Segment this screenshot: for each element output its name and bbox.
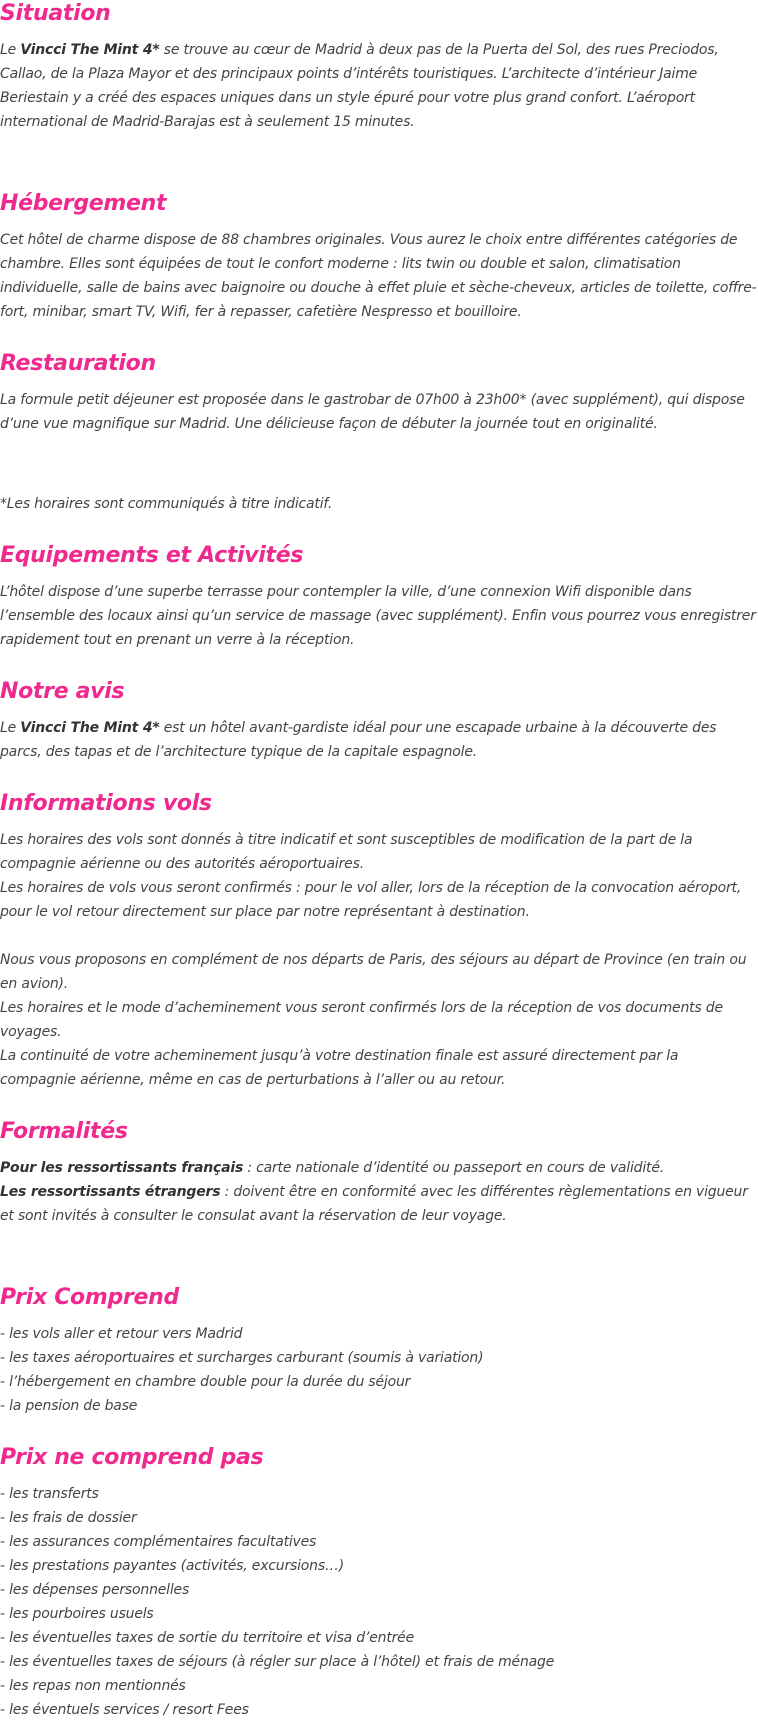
section-equipements: [0, 542, 758, 652]
section-title-prix-comprend: Prix Comprend: [0, 1285, 179, 1310]
formalites-etrangers: [0, 1180, 758, 1228]
section-title-vols: Informations vols: [0, 791, 212, 816]
list-item: - les dépenses personnelles: [0, 1578, 758, 1602]
list-item: - les éventuels services / resort Fees: [0, 1698, 758, 1722]
hebergement-text: Cet hôtel de charme dispose de 88 chambres originales. Vous aurez le choix entre différentes catégories de chambre. Elles sont équipées de tout le confort moderne : lits twin ou double et salon, climatisation individuelle, salle de bains avec baignoire ou douche à effet pluie et sèche-cheveux, articles de toilette, coffre-fort, minibar, smart TV, Wifi, fer à repasser, cafetière Nespresso et bouilloire.: [0, 232, 757, 320]
section-avis: [0, 678, 758, 764]
spacer: [0, 516, 758, 542]
spacer: [0, 134, 758, 190]
formalites-etrangers-label: Les ressortissants étrangers: [0, 1184, 221, 1200]
section-restauration: [0, 350, 758, 516]
list-item: - les vols aller et retour vers Madrid: [0, 1322, 758, 1346]
prix-ne-comprend-pas-list: [0, 1482, 758, 1722]
section-title-hebergement: Hébergement: [0, 191, 167, 216]
restauration-text: La formule petit déjeuner est proposée dans le gastrobar de 07h00 à 23h00* (avec supplément), qui dispose d’une vue magnifique sur Madrid. Une délicieuse façon de débuter la journée tout en originalité.: [0, 392, 745, 432]
formalites-francais-text: : carte nationale d’identité ou passeport en cours de validité.: [243, 1160, 665, 1176]
section-title-restauration: Restauration: [0, 351, 156, 376]
section-title-avis: Notre avis: [0, 679, 125, 704]
spacer: [0, 436, 758, 492]
restauration-note: *Les horaires sont communiqués à titre indicatif.: [0, 496, 333, 512]
avis-text: [0, 716, 758, 764]
section-vols: [0, 790, 758, 1092]
vols-line-1: Les horaires des vols sont donnés à titre indicatif et sont susceptibles de modification de la part de la compagnie aérienne ou des autorités aéroportuaires.: [0, 832, 693, 872]
avis-text-start: Le: [0, 720, 21, 736]
vols-line-5: La continuité de votre acheminement jusqu’à votre destination finale est assuré directement par la compagnie aérienne, même en cas de perturbations à l’aller ou au retour.: [0, 1048, 679, 1088]
list-item: - l’hébergement en chambre double pour la durée du séjour: [0, 1370, 758, 1394]
situation-text-rest: se trouve au cœur de Madrid à deux pas de la Puerta del Sol, des rues Preciodos, Callao, de la Plaza Mayor et des principaux points d’intérêts touristiques. L’architecte d’intérieur Jaime Beriestain y a créé des espaces uniques dans un style épuré pour votre plus grand confort. L’aéroport international de Madrid-Barajas est à seulement 15 minutes.: [0, 42, 719, 130]
equipements-text: L’hôtel dispose d’une superbe terrasse pour contempler la ville, d’une connexion Wifi disponible dans l’ensemble des locaux ainsi qu’un service de massage (avec supplément). Enfin vous pourrez vous enregistrer rapidement tout en prenant un verre à la réception.: [0, 584, 756, 648]
spacer: [0, 1228, 758, 1284]
formalites-francais: [0, 1156, 758, 1180]
section-formalites: [0, 1118, 758, 1228]
list-item: - les repas non mentionnés: [0, 1674, 758, 1698]
spacer: [0, 324, 758, 350]
list-item: - la pension de base: [0, 1394, 758, 1418]
spacer: [0, 1092, 758, 1118]
avis-text-rest: est un hôtel avant-gardiste idéal pour une escapade urbaine à la découverte des parcs, des tapas et de l’architecture typique de la capitale espagnole.: [0, 720, 717, 760]
spacer: [0, 764, 758, 790]
list-item: - les assurances complémentaires facultatives: [0, 1530, 758, 1554]
spacer: [0, 1418, 758, 1444]
list-item: - les prestations payantes (activités, excursions…): [0, 1554, 758, 1578]
vols-line-3: Nous vous proposons en complément de nos départs de Paris, des séjours au départ de Province (en train ou en avion).: [0, 952, 747, 992]
vols-line-2: Les horaires de vols vous seront confirmés : pour le vol aller, lors de la réception de la convocation aéroport, pour le vol retour directement sur place par notre représentant à destination.: [0, 880, 742, 920]
section-title-prix-ne-comprend-pas: Prix ne comprend pas: [0, 1445, 264, 1470]
section-title-equipements: Equipements et Activités: [0, 543, 304, 568]
list-item: - les taxes aéroportuaires et surcharges carburant (soumis à variation): [0, 1346, 758, 1370]
section-title-formalites: Formalités: [0, 1119, 128, 1144]
spacer: [0, 652, 758, 678]
section-prix-comprend: [0, 1284, 758, 1418]
situation-text-start: Le: [0, 42, 21, 58]
hotel-name: Vincci The Mint 4*: [20, 42, 160, 58]
section-hebergement: [0, 190, 758, 324]
formalites-etrangers-text: : doivent être en conformité avec les différentes règlementations en vigueur et sont invités à consulter le consulat avant la réservation de leur voyage.: [0, 1184, 748, 1224]
section-prix-ne-comprend-pas: [0, 1444, 758, 1722]
hotel-name: Vincci The Mint 4*: [20, 720, 160, 736]
list-item: - les transferts: [0, 1482, 758, 1506]
prix-comprend-list: [0, 1322, 758, 1418]
list-item: - les éventuelles taxes de sortie du territoire et visa d’entrée: [0, 1626, 758, 1650]
list-item: - les pourboires usuels: [0, 1602, 758, 1626]
formalites-francais-label: Pour les ressortissants français: [0, 1160, 244, 1176]
list-item: - les éventuelles taxes de séjours (à régler sur place à l’hôtel) et frais de ménage: [0, 1650, 758, 1674]
spacer: [0, 924, 758, 948]
list-item: - les frais de dossier: [0, 1506, 758, 1530]
vols-line-4: Les horaires et le mode d’acheminement vous seront confirmés lors de la réception de vos documents de voyages.: [0, 1000, 723, 1040]
section-title-situation: Situation: [0, 1, 111, 26]
section-situation: [0, 0, 758, 134]
situation-text: [0, 38, 758, 134]
